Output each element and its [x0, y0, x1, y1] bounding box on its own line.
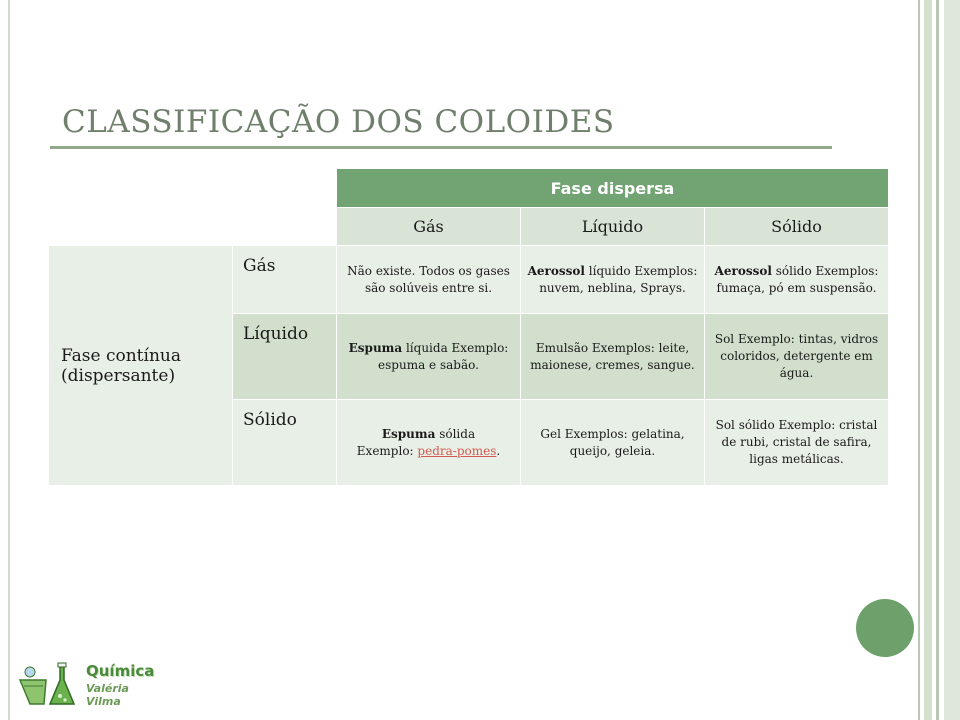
- cell-text: .: [496, 443, 501, 458]
- lab-glassware-icon: [16, 660, 82, 710]
- cell-text: Exemplo:: [356, 443, 418, 458]
- table-cell-liquid-liquid: [521, 314, 705, 400]
- row-header-liquid: Líquido: [233, 314, 337, 400]
- table-cell-solid-gas: [337, 400, 521, 486]
- cell-text: Sol sólido Exemplo: cristal de rubi, cristal de safira, ligas metálicas.: [715, 418, 878, 466]
- quimica-logo: [16, 660, 166, 712]
- decorative-circle: [856, 599, 914, 657]
- column-header-gas: Gás: [337, 208, 521, 246]
- cell-text: Emulsão Exemplos: leite, maionese, cremes, sangue.: [530, 340, 695, 372]
- cell-text: sólido Exemplos: fumaça, pó em suspensão.: [716, 263, 879, 295]
- cell-term: Aerossol: [714, 263, 772, 278]
- page-title: CLASSIFICAÇÃO DOS COLOIDES: [62, 104, 615, 140]
- cell-term: Aerossol: [527, 263, 585, 278]
- slide-frame-right: [924, 0, 932, 720]
- table-cell-gas-gas: [337, 246, 521, 314]
- cell-term: Espuma: [348, 340, 403, 355]
- table-cell-liquid-solid: [705, 314, 889, 400]
- cell-text: Sol Exemplo: tintas, vidros coloridos, detergente em água.: [714, 332, 879, 380]
- cell-text: sólida: [435, 426, 476, 441]
- row-header-gas: Gás: [233, 246, 337, 314]
- slide-frame-right: [936, 0, 939, 720]
- dispersed-phase-header: Fase dispersa: [337, 169, 889, 208]
- cell-text: Gel Exemplos: gelatina, queijo, geleia.: [540, 426, 685, 458]
- cell-text: líquido Exemplos: nuvem, neblina, Sprays.: [539, 263, 698, 295]
- cell-term: Espuma: [381, 426, 436, 441]
- column-header-liquid: Líquido: [521, 208, 705, 246]
- pedra-pomes-link[interactable]: pedra-pomes: [417, 443, 497, 458]
- table-cell-gas-liquid: [521, 246, 705, 314]
- column-header-solid: Sólido: [705, 208, 889, 246]
- table-cell-solid-liquid: [521, 400, 705, 486]
- slide-frame-left: [8, 0, 10, 720]
- title-underline: [50, 146, 832, 149]
- cell-text: líquida Exemplo: espuma e sabão.: [378, 340, 509, 372]
- row-header-solid: Sólido: [233, 400, 337, 486]
- table-cell-gas-solid: [705, 246, 889, 314]
- slide-frame-right: [918, 0, 920, 720]
- logo-title: Química: [86, 662, 155, 680]
- table-cell-solid-solid: [705, 400, 889, 486]
- table-corner: [49, 169, 337, 208]
- cell-text: Não existe. Todos os gases são solúveis entre si.: [347, 263, 510, 295]
- colloid-classification-table: [48, 168, 889, 486]
- continuous-phase-header: Fase contínua (dispersante): [49, 246, 233, 486]
- table-cell-liquid-gas: [337, 314, 521, 400]
- logo-author: Valéria Vilma: [86, 682, 129, 708]
- slide-frame-right: [944, 0, 960, 720]
- table-corner: [49, 208, 337, 246]
